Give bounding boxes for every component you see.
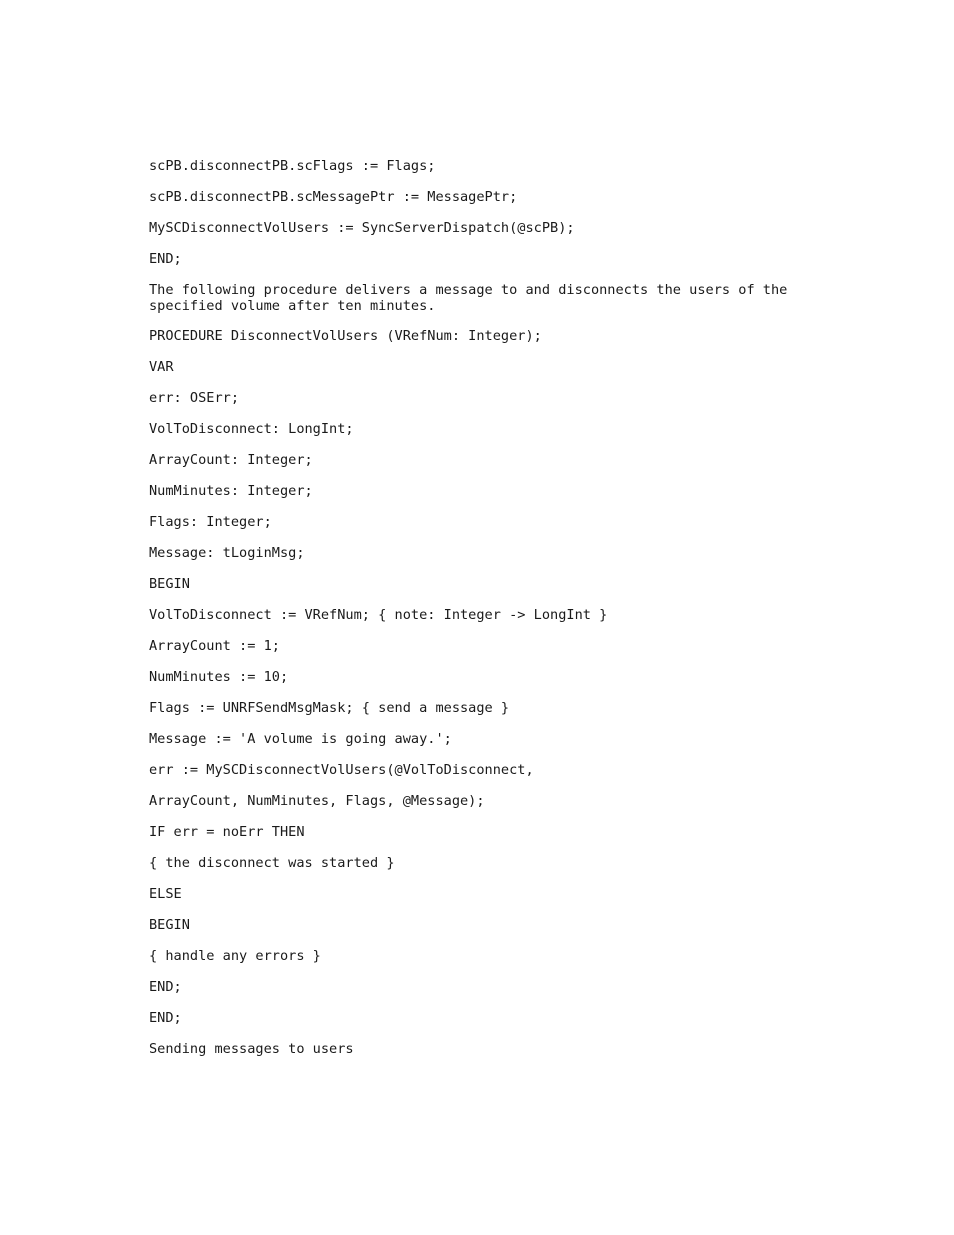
document-page bbox=[149, 158, 829, 1072]
code-line: err := MySCDisconnectVolUsers(@VolToDisconnect, bbox=[149, 762, 534, 778]
code-line: { the disconnect was started } bbox=[149, 855, 395, 871]
code-line: MySCDisconnectVolUsers := SyncServerDispatch(@scPB); bbox=[149, 220, 575, 236]
code-line: Message := 'A volume is going away.'; bbox=[149, 731, 452, 747]
code-line: NumMinutes: Integer; bbox=[149, 483, 313, 499]
section-heading: Sending messages to users bbox=[149, 1041, 354, 1057]
code-line: err: OSErr; bbox=[149, 390, 240, 406]
code-line: Flags := UNRFSendMsgMask; { send a message } bbox=[149, 700, 510, 716]
code-line: VolToDisconnect := VRefNum; { note: Integer -> LongInt } bbox=[149, 607, 608, 623]
code-line: NumMinutes := 10; bbox=[149, 669, 289, 685]
code-line: scPB.disconnectPB.scMessagePtr := MessagePtr; bbox=[149, 189, 518, 205]
code-line: IF err = noErr THEN bbox=[149, 824, 305, 840]
code-line: ArrayCount, NumMinutes, Flags, @Message); bbox=[149, 793, 485, 809]
description-paragraph: The following procedure delivers a message to and disconnects the users of the specified volume after ten minutes. bbox=[149, 282, 788, 314]
code-line: PROCEDURE DisconnectVolUsers (VRefNum: Integer); bbox=[149, 328, 542, 344]
code-line: END; bbox=[149, 1010, 182, 1026]
code-line: VAR bbox=[149, 359, 174, 375]
code-line: ArrayCount := 1; bbox=[149, 638, 280, 654]
code-line: ELSE bbox=[149, 886, 182, 902]
code-line: ArrayCount: Integer; bbox=[149, 452, 313, 468]
code-line: END; bbox=[149, 979, 182, 995]
code-line: { handle any errors } bbox=[149, 948, 321, 964]
code-line: scPB.disconnectPB.scFlags := Flags; bbox=[149, 158, 436, 174]
code-line: END; bbox=[149, 251, 182, 267]
code-line: BEGIN bbox=[149, 917, 190, 933]
code-line: VolToDisconnect: LongInt; bbox=[149, 421, 354, 437]
code-line: BEGIN bbox=[149, 576, 190, 592]
code-line: Flags: Integer; bbox=[149, 514, 272, 530]
code-line: Message: tLoginMsg; bbox=[149, 545, 305, 561]
